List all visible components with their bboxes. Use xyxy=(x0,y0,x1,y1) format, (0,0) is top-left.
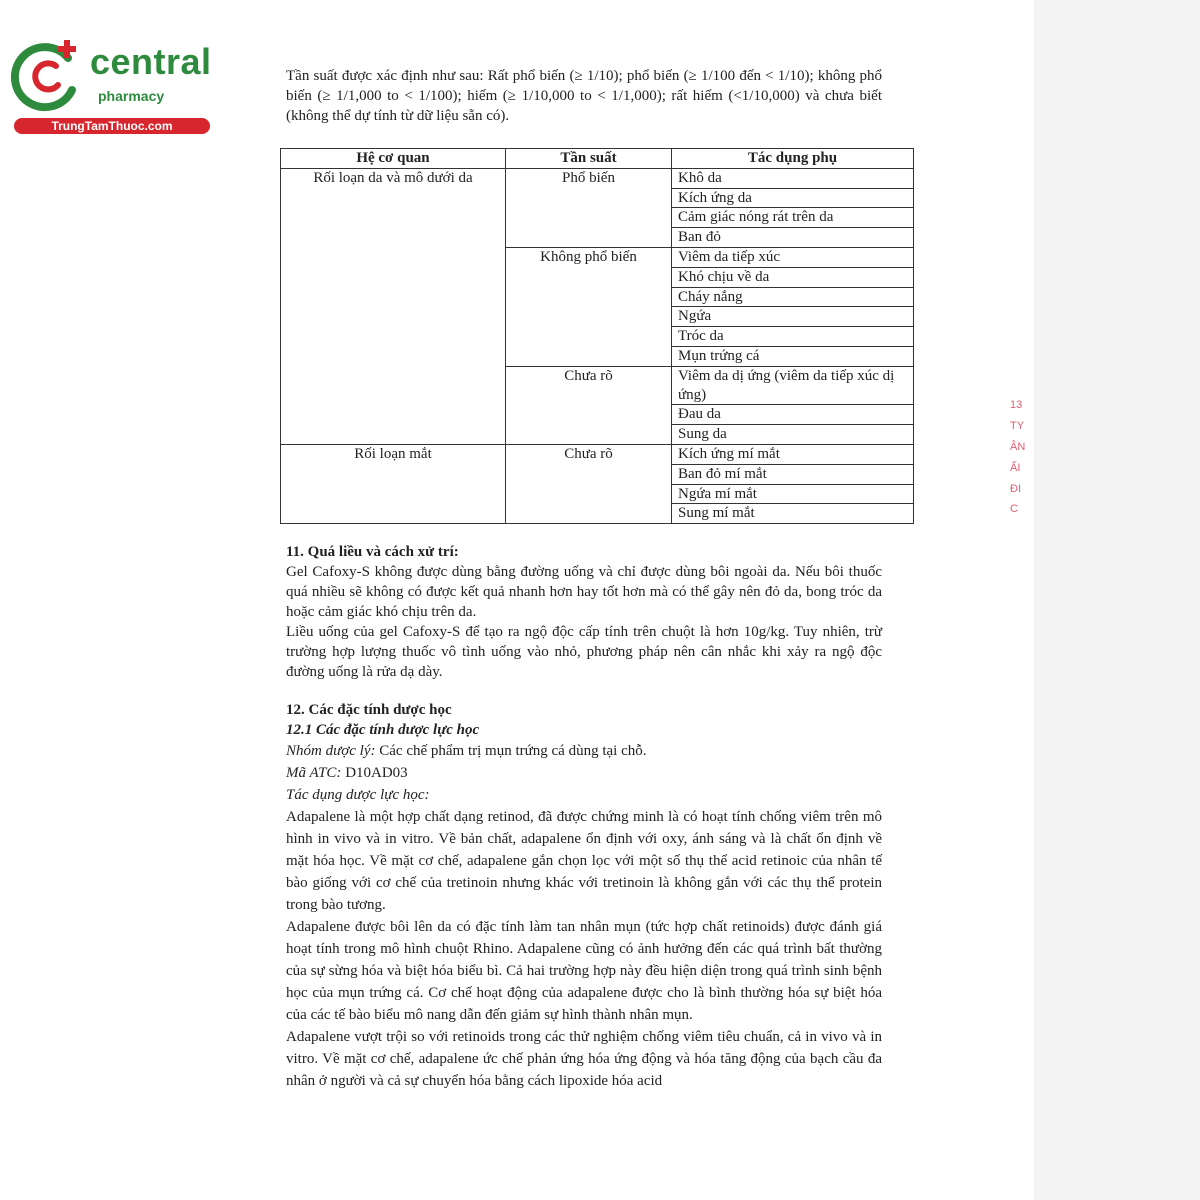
page-edge-shadow xyxy=(1034,0,1200,1200)
effect-cell: Kích ứng mí mắt xyxy=(672,444,914,464)
effect-cell: Mụn trứng cá xyxy=(672,346,914,366)
red-stamp-fragment: 13 TY ÂN ẤI ĐI C xyxy=(1010,399,1026,516)
section-11-paragraph-2: Liều uống của gel Cafoxy-S để tạo ra ngộ độc cấp tính trên chuột là hơn 10g/kg. Tuy nhiên, trừ trường hợp lượng thuốc vô tình uống vào nhỏ, phương pháp nên cân nhắc khi xảy ra ngộ độc đường uống là rửa dạ dày. xyxy=(286,624,882,681)
atc-value: D10AD03 xyxy=(341,765,408,782)
header-organ: Hệ cơ quan xyxy=(281,149,506,169)
effect-cell: Khó chịu về da xyxy=(672,267,914,287)
group-label: Nhóm dược lý: xyxy=(286,743,376,760)
effect-cell: Khô da xyxy=(672,168,914,188)
effect-cell: Kích ứng da xyxy=(672,188,914,208)
effect-cell: Ban đỏ mí mắt xyxy=(672,464,914,484)
section-12 xyxy=(286,700,882,1092)
effect-cell: Tróc da xyxy=(672,327,914,347)
effect-cell: Sung da xyxy=(672,425,914,445)
atc-label: Mã ATC: xyxy=(286,765,342,782)
section-12-paragraph-3: Adapalene vượt trội so với retinoids trong các thử nghiệm chống viêm tiêu chuẩn, cả in vivo và in vitro. Về mặt cơ chế, adapalene ức chế phản ứng hóa ứng động và hóa tăng động của bạch cầu đa nhân ở người và cả sự chuyển hóa bằng cách lipoxide hóa acid xyxy=(286,1029,882,1090)
freq-common-cell: Phổ biến xyxy=(506,168,672,247)
effect-cell: Sung mí mắt xyxy=(672,504,914,524)
section-11-title: 11. Quá liều và cách xử trí: xyxy=(286,544,459,561)
organ-eye-cell: Rối loạn mắt xyxy=(281,444,506,523)
section-12-title: 12. Các đặc tính dược học xyxy=(286,702,452,719)
side-effects-table xyxy=(280,148,914,524)
section-12-paragraph-2: Adapalene được bôi lên da có đặc tính làm tan nhân mụn (tức hợp chất retinoids) được đánh giá hoạt tính trong mô hình chuột Rhino. Adapalene cũng có ảnh hưởng đến các quá trình bất thường của sự sừng hóa và biệt hóa biểu bì. Cả hai trường hợp này đều hiện diện trong quá trình sinh bệnh học của mụn trứng cá. Cơ chế hoạt động của adapalene được cho là bình thường hóa sự biệt hóa của các tế bào biểu mô nang dẫn đến giảm sự hình thành nhân mụn. xyxy=(286,919,882,1024)
logo-url-badge: TrungTamThuoc.com xyxy=(14,118,210,134)
atc-code xyxy=(286,762,882,784)
effect-cell: Viêm da tiếp xúc xyxy=(672,247,914,267)
section-12-paragraph-1: Adapalene là một hợp chất dạng retinod, đã được chứng minh là có hoạt tính chống viêm trên mô hình in vivo và in vitro. Về bản chất, adapalene ổn định với oxy, ánh sáng và là chất ổn định về mặt hóa học. Về mặt cơ chế, adapalene gắn chọn lọc với một số thụ thể acid retinoic của nhân tế bào giống với cơ chế của tretinoin nhưng khác với tretinoin là không gắn với các thụ thể protein trong bào tương. xyxy=(286,809,882,914)
frequency-intro: Tần suất được xác định như sau: Rất phổ biến (≥ 1/10); phổ biến (≥ 1/100 đến < 1/10); không phổ biến (≥ 1/1,000 to < 1/100); hiếm (≥ 1/10,000 to < 1/1,000); rất hiếm (<1/10,000) và chưa biết (không thể dự tính từ dữ liệu sẵn có). xyxy=(286,68,882,124)
effect-cell: Cảm giác nóng rát trên da xyxy=(672,208,914,228)
document-body xyxy=(286,66,895,1092)
table-header-row xyxy=(281,149,914,169)
effect-cell: Ngứa xyxy=(672,307,914,327)
effect-cell: Đau da xyxy=(672,405,914,425)
central-pharmacy-logo[interactable] xyxy=(10,38,215,138)
group-value: Các chế phẩm trị mụn trứng cá dùng tại chỗ. xyxy=(375,743,647,760)
effect-cell: Cháy nắng xyxy=(672,287,914,307)
table-row xyxy=(281,444,914,464)
header-effect: Tác dụng phụ xyxy=(672,149,914,169)
action-label: Tác dụng dược lực học: xyxy=(286,787,430,804)
organ-skin-cell: Rối loạn da và mô dưới da xyxy=(281,168,506,444)
pharmacy-cross-icon xyxy=(10,38,86,114)
pharmacologic-group xyxy=(286,740,882,762)
freq-unknown-cell: Chưa rõ xyxy=(506,366,672,444)
logo-sub-text: pharmacy xyxy=(98,88,165,104)
freq-unknown-eye-cell: Chưa rõ xyxy=(506,444,672,523)
section-12-1-title: 12.1 Các đặc tính dược lực học xyxy=(286,722,480,739)
logo-brand-text: central xyxy=(90,41,212,82)
effect-cell: Viêm da dị ứng (viêm da tiếp xúc dị ứng) xyxy=(672,366,914,405)
effect-cell: Ban đỏ xyxy=(672,228,914,248)
table-row xyxy=(281,168,914,188)
section-11-paragraph-1: Gel Cafoxy-S không được dùng bằng đường uống và chỉ được dùng bôi ngoài da. Nếu bôi thuốc quá nhiều sẽ không có được kết quả nhanh hơn hay tốt hơn mà có thể gây nên đỏ da, bong tróc da hoặc cảm giác khó chịu trên da. xyxy=(286,564,882,621)
freq-uncommon-cell: Không phổ biến xyxy=(506,247,672,366)
header-frequency: Tần suất xyxy=(506,149,672,169)
effect-cell: Ngứa mí mắt xyxy=(672,484,914,504)
